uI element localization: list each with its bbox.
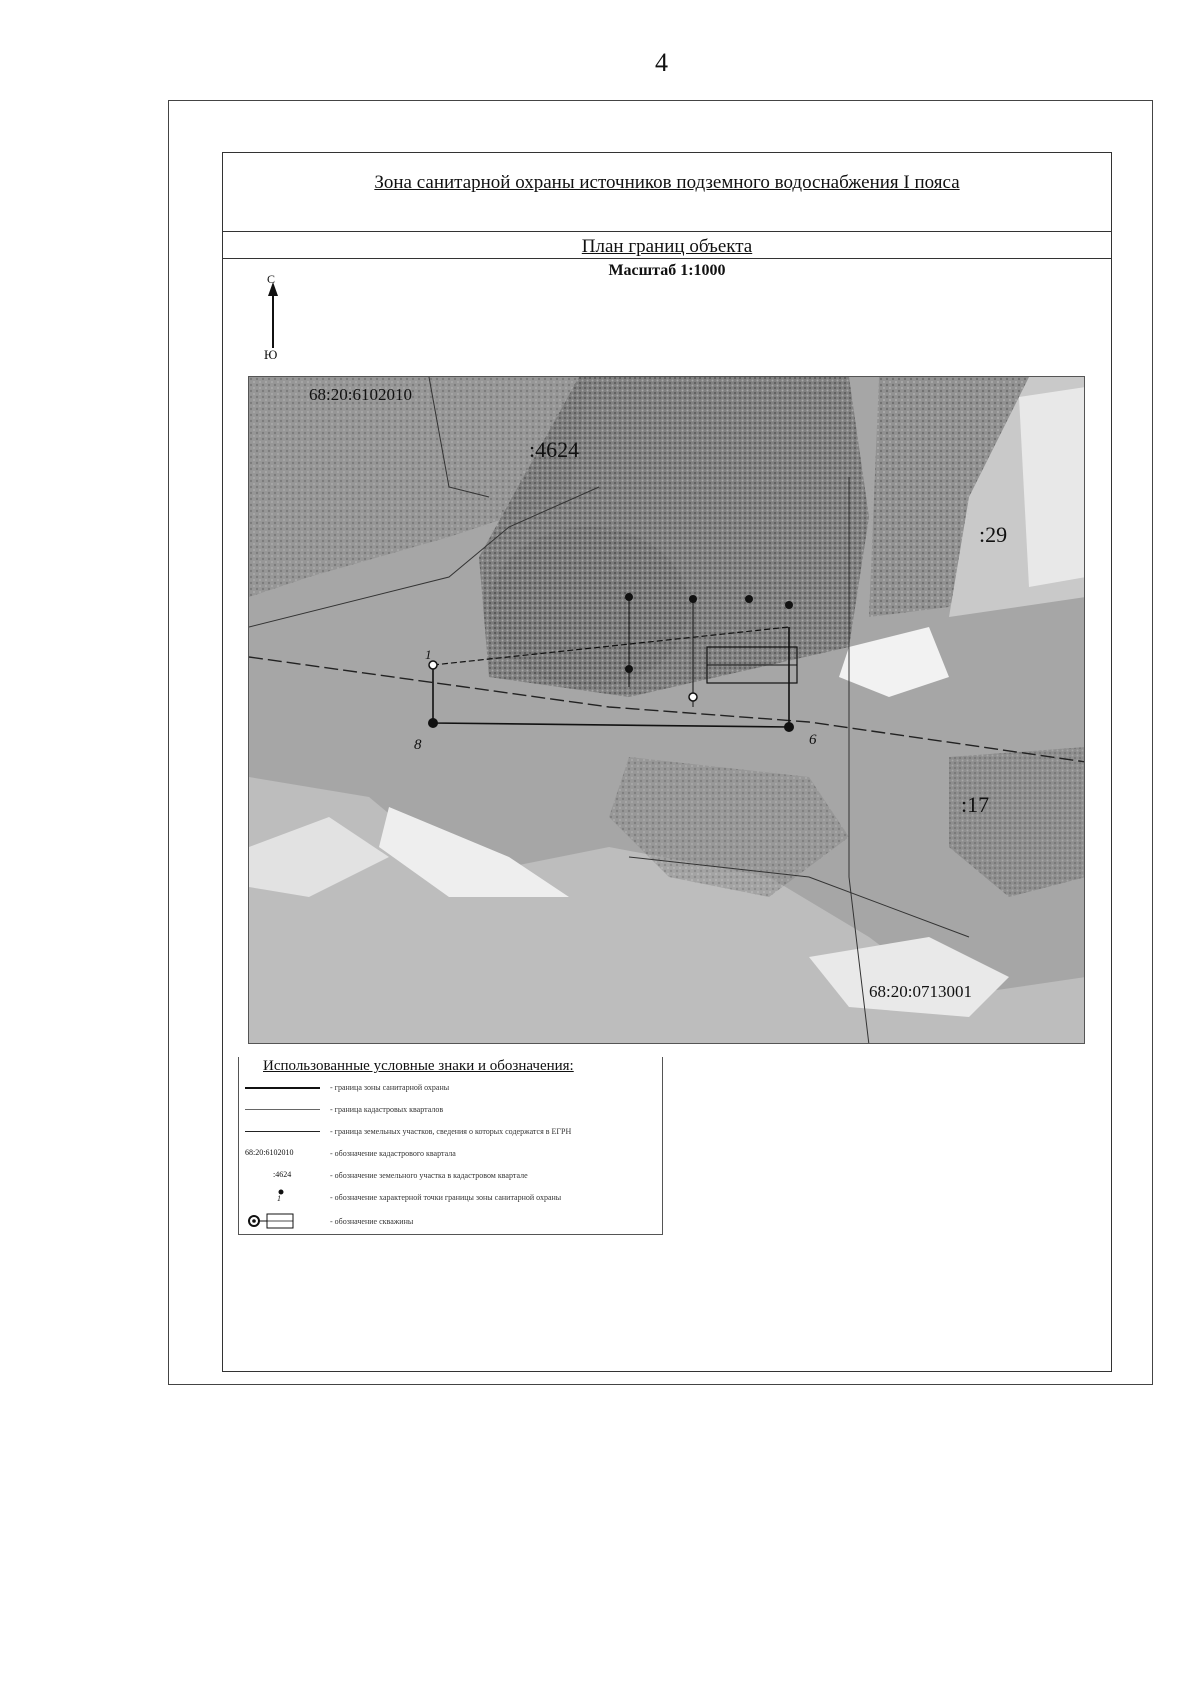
zone-boundary-line-icon — [245, 1078, 330, 1096]
map-imagery — [249, 377, 1085, 1044]
parcel-label-4624: :4624 — [529, 437, 580, 462]
point-label-1: 1 — [425, 647, 432, 662]
quarter-label-top: 68:20:6102010 — [309, 385, 412, 404]
legend-title: Использованные условные знаки и обозначения: — [263, 1058, 574, 1074]
quarter-label-bottom: 68:20:0713001 — [869, 982, 972, 1001]
legend-row-quarter-label: 68:20:6102010 - обозначение кадастрового квартала — [245, 1148, 456, 1158]
plan-title: План границ объекта — [222, 236, 1112, 259]
zone-title: Зона санитарной охраны источников подземного водоснабжения I пояса — [374, 172, 960, 193]
point-label-sample: 1 — [277, 1194, 281, 1203]
parcel-label-sample: :4624 — [273, 1170, 292, 1179]
legend-row-well: - обозначение скважины — [245, 1212, 413, 1230]
legend-row-parcel-boundary: - граница земельных участков, сведения о которых содержатся в ЕГРН — [245, 1122, 571, 1140]
point-marker-icon — [245, 1188, 330, 1206]
point-label-8: 8 — [414, 737, 422, 753]
point-label-6: 6 — [809, 732, 817, 748]
quarter-boundary-line-icon — [245, 1100, 330, 1118]
legend-row-point: 1 - обозначение характерной точки границы зоны санитарной охраны — [245, 1188, 561, 1206]
title-box — [222, 152, 1112, 232]
south-label: Ю — [264, 347, 278, 362]
legend-row-zone-boundary: - граница зоны санитарной охраны — [245, 1078, 449, 1096]
page-number: 4 — [655, 48, 668, 77]
north-label: С — [267, 272, 276, 286]
parcel-label-17: :17 — [961, 792, 990, 817]
quarter-label-sample: 68:20:6102010 — [245, 1148, 294, 1157]
parcel-boundary-line-icon — [245, 1122, 330, 1140]
legend-row-parcel-label: :4624 - обозначение земельного участка в кадастровом квартале — [273, 1170, 528, 1180]
well-icon — [245, 1212, 330, 1230]
legend-row-quarter-boundary: - граница кадастровых кварталов — [245, 1100, 443, 1118]
scale-label: Масштаб 1:1000 — [608, 262, 726, 279]
map-area — [248, 376, 1085, 1044]
parcel-label-29: :29 — [979, 522, 1008, 547]
